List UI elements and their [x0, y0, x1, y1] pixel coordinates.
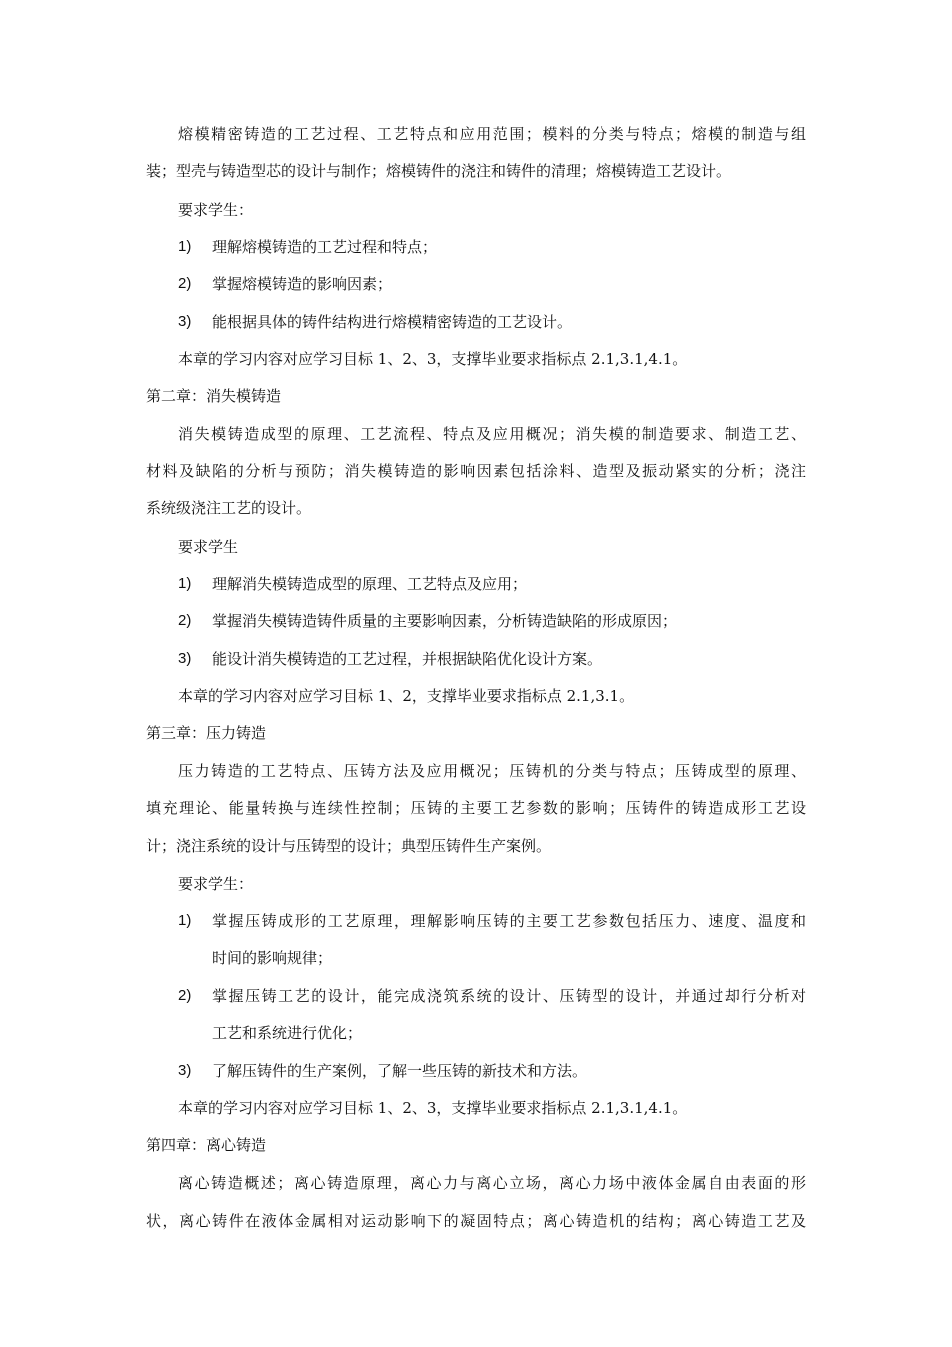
chapter-summary: 本章的学习内容对应学习目标 1、2、3，支撑毕业要求指标点 2.1,3.1,4.1。 [178, 1099, 688, 1117]
list-number: 2) [178, 612, 192, 629]
list-number: 1) [178, 912, 192, 929]
chapter-summary: 本章的学习内容对应学习目标 1、2、3，支撑毕业要求指标点 2.1,3.1,4.1。 [178, 350, 688, 368]
list-text: 工艺和系统进行优化； [212, 1024, 363, 1042]
paragraph-line: 装；型壳与铸造型芯的设计与制作；熔模铸件的浇注和铸件的清理；熔模铸造工艺设计。 [146, 162, 732, 180]
list-text: 掌握压铸工艺的设计，能完成浇筑系统的设计、压铸型的设计，并通过却行分析对 [212, 987, 806, 1005]
list-text: 掌握消失模铸造铸件质量的主要影响因素，分析铸造缺陷的形成原因； [212, 612, 678, 630]
requirement-label: 要求学生： [178, 875, 254, 893]
paragraph-line: 材料及缺陷的分析与预防；消失模铸造的影响因素包括涂料、造型及振动紧实的分析；浇注 [146, 462, 806, 480]
list-number: 3) [178, 1062, 192, 1079]
list-text: 掌握熔模铸造的影响因素； [212, 275, 393, 293]
paragraph-line: 填充理论、能量转换与连续性控制；压铸的主要工艺参数的影响；压铸件的铸造成形工艺设 [146, 799, 806, 817]
paragraph-line: 计；浇注系统的设计与压铸型的设计；典型压铸件生产案例。 [146, 837, 552, 855]
chapter-heading: 第二章：消失模铸造 [146, 387, 282, 405]
list-text: 时间的影响规律； [212, 949, 333, 967]
list-text: 理解熔模铸造的工艺过程和特点； [212, 238, 438, 256]
chapter-heading: 第三章：压力铸造 [146, 724, 267, 742]
chapter-summary: 本章的学习内容对应学习目标 1、2，支撑毕业要求指标点 2.1,3.1。 [178, 687, 635, 705]
list-text: 了解压铸件的生产案例，了解一些压铸的新技术和方法。 [212, 1062, 588, 1080]
paragraph-line: 熔模精密铸造的工艺过程、工艺特点和应用范围；模料的分类与特点；熔模的制造与组 [178, 125, 806, 143]
requirement-label: 要求学生： [178, 201, 254, 219]
list-number: 3) [178, 313, 192, 330]
paragraph-line: 消失模铸造成型的原理、工艺流程、特点及应用概况；消失模的制造要求、制造工艺、 [178, 425, 806, 443]
paragraph-line: 状，离心铸件在液体金属相对运动影响下的凝固特点；离心铸造机的结构；离心铸造工艺及 [146, 1212, 806, 1230]
paragraph-line: 系统级浇注工艺的设计。 [146, 499, 312, 517]
list-number: 3) [178, 650, 192, 667]
list-number: 1) [178, 575, 192, 592]
list-text: 理解消失模铸造成型的原理、工艺特点及应用； [212, 575, 528, 593]
paragraph-line: 压力铸造的工艺特点、压铸方法及应用概况；压铸机的分类与特点；压铸成型的原理、 [178, 762, 806, 780]
paragraph-line: 离心铸造概述；离心铸造原理，离心力与离心立场，离心力场中液体金属自由表面的形 [178, 1174, 806, 1192]
list-number: 2) [178, 275, 192, 292]
chapter-heading: 第四章：离心铸造 [146, 1136, 267, 1154]
list-text: 能设计消失模铸造的工艺过程，并根据缺陷优化设计方案。 [212, 650, 603, 668]
list-number: 1) [178, 238, 192, 255]
list-text: 掌握压铸成形的工艺原理，理解影响压铸的主要工艺参数包括压力、速度、温度和 [212, 912, 806, 930]
list-number: 2) [178, 987, 192, 1004]
list-text: 能根据具体的铸件结构进行熔模精密铸造的工艺设计。 [212, 313, 573, 331]
requirement-label: 要求学生 [178, 538, 239, 556]
